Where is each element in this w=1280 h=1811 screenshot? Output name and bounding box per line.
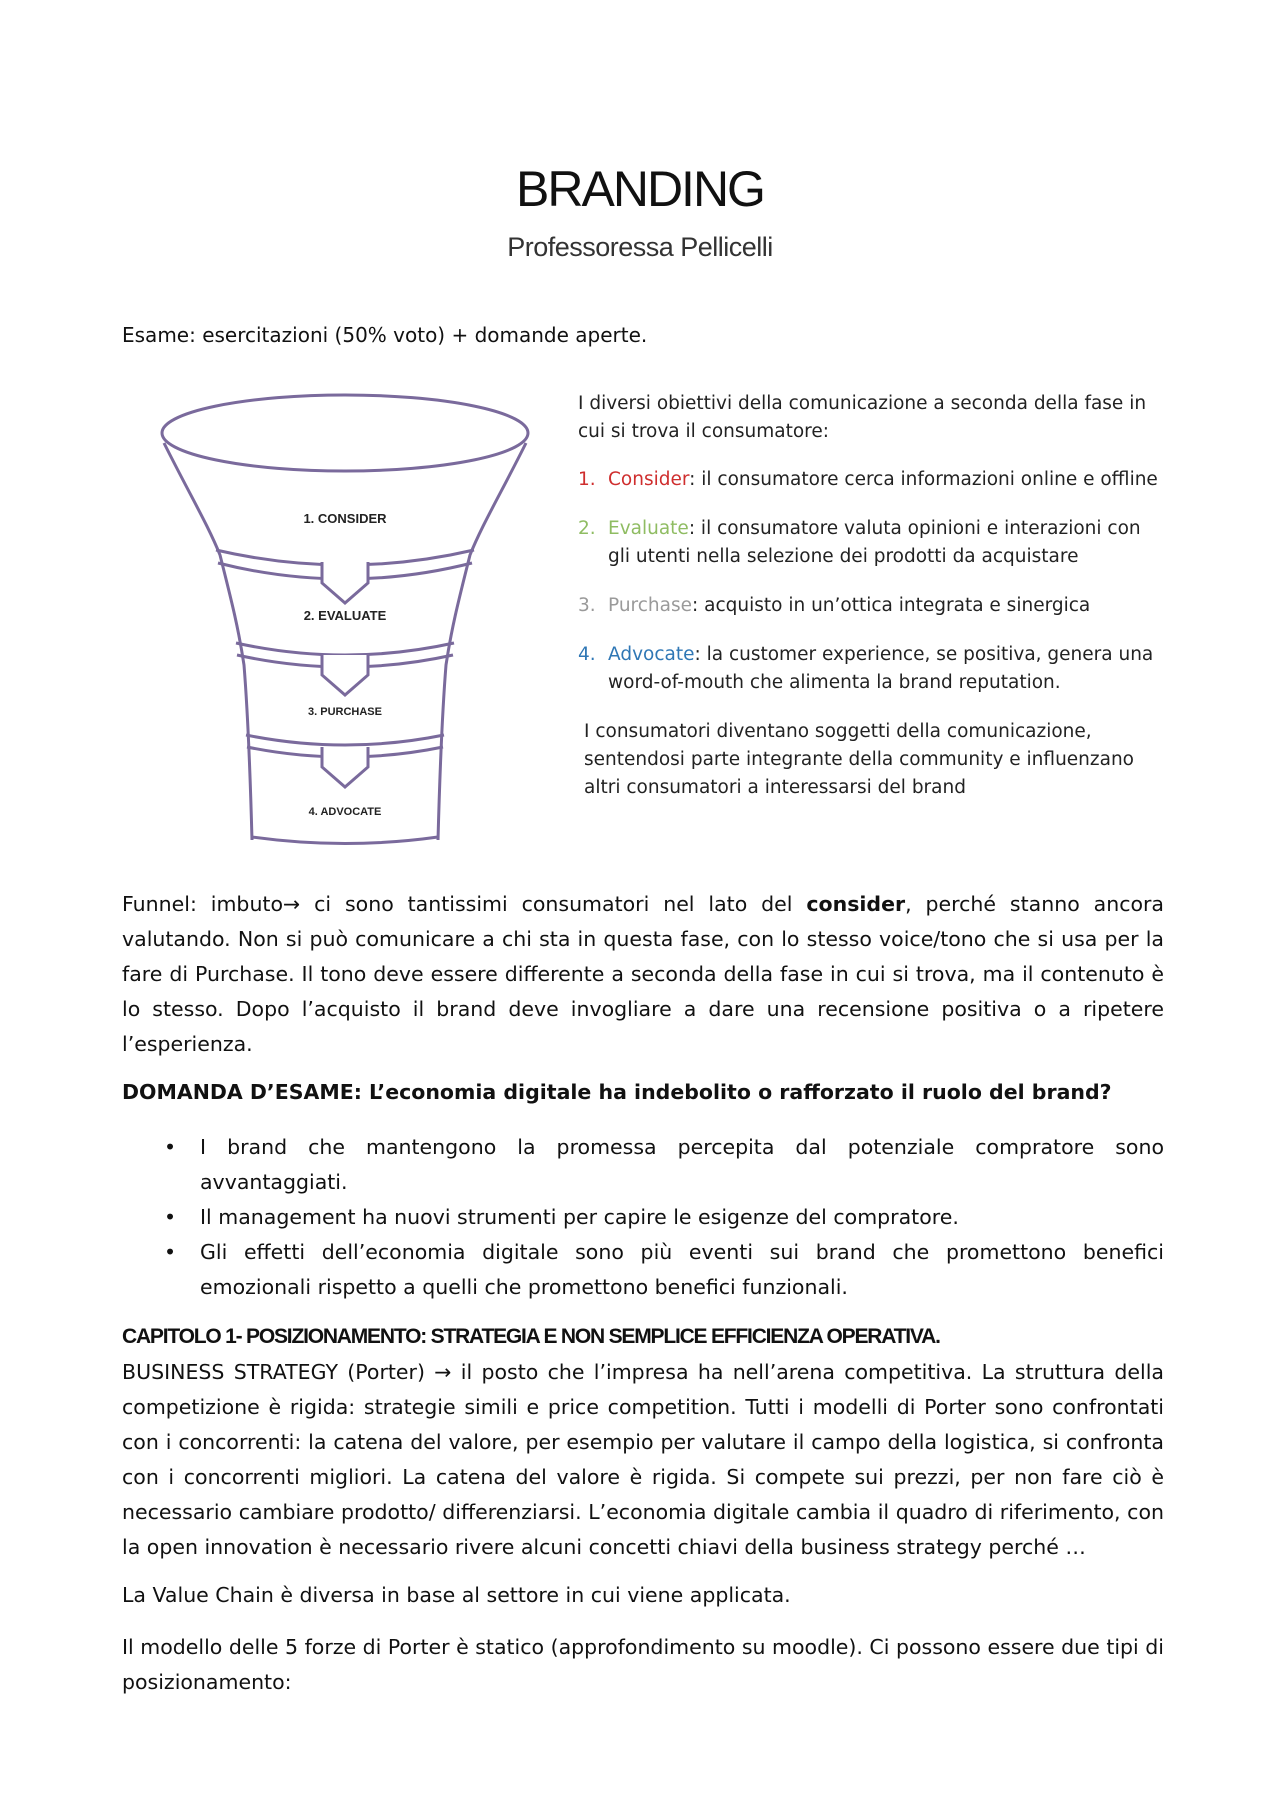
objective-number: 2. <box>578 518 596 539</box>
objective-text: : il consumatore cerca informazioni online e offline <box>689 469 1158 490</box>
objective-term: Evaluate <box>608 518 689 539</box>
funnel-left-side <box>164 443 252 840</box>
objective-term: Advocate <box>608 644 695 665</box>
answer-item <box>122 1130 1164 1200</box>
value-chain-line: La Value Chain è diversa in base al settore in cui viene applicata. <box>122 1583 791 1607</box>
objective-term: Consider <box>608 469 690 490</box>
funnel-diagram <box>150 385 540 875</box>
funnel-arrow-2 <box>322 655 368 695</box>
answer-text: Il management ha nuovi strumenti per capire le esigenze del compratore. <box>200 1205 959 1229</box>
funnel-band-2a <box>236 643 454 655</box>
objective-item <box>578 641 1158 697</box>
funnel-right-side <box>438 443 526 840</box>
objective-item <box>578 466 1158 494</box>
objective-text: : il consumatore valuta opinioni e interazioni con gli utenti nella selezione dei prodotti da acquistare <box>608 518 1141 567</box>
objective-text: : acquisto in un’ottica integrata e sinergica <box>692 595 1091 616</box>
answer-item <box>122 1200 1164 1235</box>
objectives-outro: I consumatori diventano soggetti della comunicazione, sentendosi parte integrante della community e influenzano altri consumatori a interessarsi del brand <box>584 721 1134 798</box>
arrow-icon: → <box>434 1360 452 1384</box>
funnel-paragraph-part3: , perché stanno ancora valutando. Non si può comunicare a chi sta in questa fase, con lo stesso voice/tono che si usa per la fare di Purchase. Il tono deve essere differente a seconda della fase in cui si trova, ma il contenuto è lo stesso. Dopo l’acquisto il brand deve invogliare a dare una recensione positiva o a ripetere l’esperienza. <box>122 892 1164 1056</box>
objective-item <box>578 592 1158 620</box>
objective-number: 1. <box>578 469 596 490</box>
chapter-heading: CAPITOLO 1- POSIZIONAMENTO: STRATEGIA E NON SEMPLICE EFFICIENZA OPERATIVA. <box>122 1325 940 1348</box>
funnel-arrow-1 <box>322 562 368 603</box>
objective-number: 3. <box>578 595 596 616</box>
objective-term: Purchase <box>608 595 693 616</box>
arrow-icon: → <box>283 892 301 916</box>
objective-text: : la customer experience, se positiva, genera una word-of-mouth che alimenta la brand reputation. <box>608 644 1154 693</box>
funnel-stage-purchase: 3. PURCHASE <box>308 706 382 718</box>
bullet-icon: • <box>164 1240 177 1264</box>
objective-number: 4. <box>578 644 596 665</box>
bullet-icon: • <box>164 1135 177 1159</box>
funnel-bottom <box>252 837 438 844</box>
funnel-rim <box>162 395 528 471</box>
funnel-stage-consider: 1. CONSIDER <box>303 511 387 526</box>
exam-question: DOMANDA D’ESAME: L’economia digitale ha indebolito o rafforzato il ruolo del brand? <box>122 1080 1112 1104</box>
funnel-paragraph-part2: ci sono tantissimi consumatori nel lato del <box>300 892 807 916</box>
answer-item <box>122 1235 1164 1305</box>
answers-list <box>122 1130 1164 1305</box>
exam-info: Esame: esercitazioni (50% voto) + domande aperte. <box>122 323 648 347</box>
objectives-panel <box>578 390 1158 802</box>
answer-text: I brand che mantengono la promessa percepita dal potenziale compratore sono avvantaggiati. <box>200 1135 1164 1194</box>
funnel-band-3a <box>246 735 444 745</box>
strategy-paragraph-part2: il posto che l’impresa ha nell’arena competitiva. La struttura della competizione è rigida: strategie simili e price competition. Tutti i modelli di Porter sono confrontati con i concorrenti: la catena del valore, per esempio per valutare il campo della logistica, si confronta con i concorrenti migliori. La catena del valore è rigida. Si compete sui prezzi, per non fare ciò è necessario cambiare prodotto/ differenziarsi. L’economia digitale cambia il quadro di riferimento, con la open innovation è necessario rivere alcuni concetti chiavi della business strategy perché … <box>122 1360 1164 1559</box>
objective-item <box>578 515 1158 571</box>
porter-paragraph: Il modello delle 5 forze di Porter è statico (approfondimento su moodle). Ci possono essere due tipi di posizionamento: <box>122 1635 1164 1694</box>
answer-text: Gli effetti dell’economia digitale sono più eventi sui brand che promettono benefici emozionali rispetto a quelli che promettono benefici funzionali. <box>200 1240 1164 1299</box>
page-title: BRANDING <box>516 161 764 217</box>
funnel-stage-evaluate: 2. EVALUATE <box>303 608 387 623</box>
funnel-stage-advocate: 4. ADVOCATE <box>308 806 382 818</box>
strategy-paragraph-part1: BUSINESS STRATEGY (Porter) <box>122 1360 435 1384</box>
objectives-intro: I diversi obiettivi della comunicazione a seconda della fase in cui si trova il consumatore: <box>578 393 1147 442</box>
bullet-icon: • <box>164 1205 177 1229</box>
funnel-paragraph-part1: Funnel: imbuto <box>122 892 284 916</box>
objectives-list <box>578 466 1158 697</box>
page-subtitle: Professoressa Pellicelli <box>507 232 773 262</box>
funnel-arrow-3 <box>322 747 368 787</box>
funnel-paragraph-bold: consider <box>806 892 906 916</box>
strategy-paragraph <box>122 1355 1164 1565</box>
funnel-paragraph <box>122 887 1164 1062</box>
